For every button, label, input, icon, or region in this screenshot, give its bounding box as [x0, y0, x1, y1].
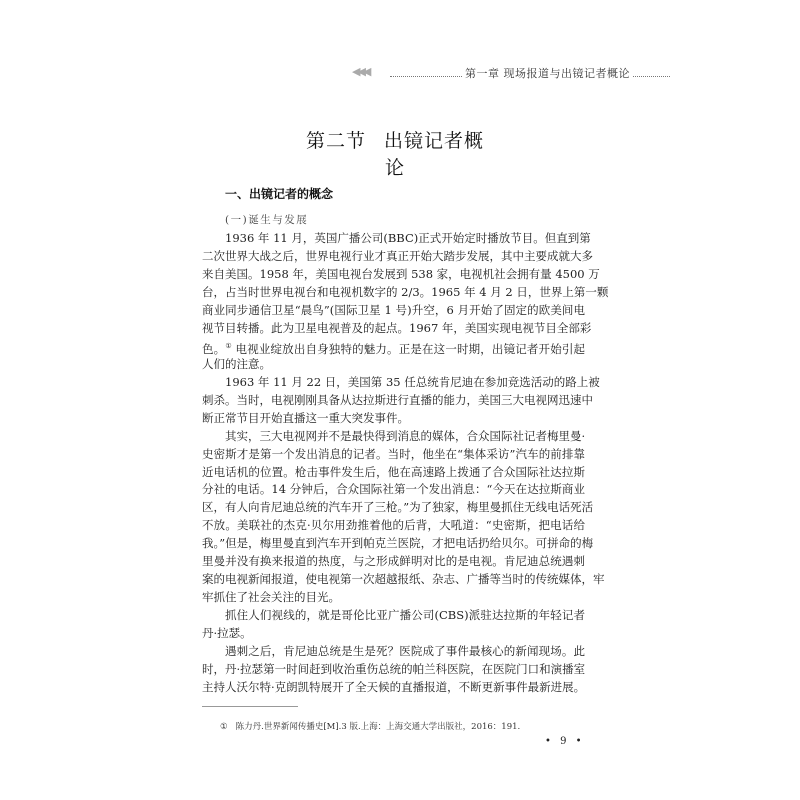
text-line: 我。”但是，梅里曼直到汽车开到帕克兰医院，才把电话扔给贝尔。可拼命的梅	[202, 536, 594, 551]
text-line: 1963 年 11 月 22 日，美国第 35 任总统肯尼迪在参加竞选活动的路上被	[225, 374, 600, 389]
text-line: 里曼并没有换来报道的热度，与之形成鲜明对比的是电视。肯尼迪总统遇刺	[202, 554, 585, 569]
text-line: 断正常节目开始直播这一重大突发事件。	[202, 410, 409, 425]
text-line: 分社的电话。14 分钟后，合众国际社第一个发出消息：“今天在达拉斯商业	[202, 482, 585, 497]
footnote-reference[interactable]: ①	[225, 341, 232, 350]
footnote	[220, 720, 520, 732]
text-line: 丹·拉瑟。	[202, 626, 252, 641]
text-line: 区，有人向肯尼迪总统的汽车开了三枪。”为了独家，梅里曼抓住无线电话死活	[202, 500, 594, 515]
text-line: 案的电视新闻报道，使电视第一次超越报纸、杂志、广播等当时的传统媒体，牢	[202, 572, 605, 587]
running-header	[350, 64, 670, 82]
text-line: 牢抓住了社会关注的目光。	[202, 590, 340, 605]
chapter-title: 第一章 现场报道与出镜记者概论	[462, 65, 633, 81]
heading: 一、出镜记者的概念	[225, 187, 334, 201]
text-line: 台，占当时世界电视台和电视机数字的 2/3。1965 年 4 月 2 日，世界上第一颗	[202, 284, 609, 299]
footnote-marker: ①	[220, 722, 228, 732]
section-name: 出镜记者概论	[384, 130, 485, 179]
arrow-ornament-icon: ◀◀◀	[352, 65, 369, 78]
text-line: 其实，三大电视网并不是最快得到消息的媒体，合众国际社记者梅里曼·	[225, 428, 586, 443]
text-line: 时，丹·拉瑟第一时间赶到收治重伤总统的帕兰科医院，在医院门口和演播室	[202, 662, 586, 676]
text-line: 商业同步通信卫星“晨鸟”(国际卫星 1 号)升空，6 月开始了固定的欧美间电	[202, 302, 585, 317]
text-line	[202, 337, 585, 355]
text-line: 近电话机的位置。枪击事件发生后，他在高速路上拨通了合众国际社达拉斯	[202, 464, 585, 479]
text-line: 抓住人们视线的，就是哥伦比亚广播公司(CBS)派驻达拉斯的年轻记者	[225, 608, 585, 623]
text-line: 1936 年 11 月，英国广播公司(BBC)正式开始定时播放节目。但直到第	[225, 231, 591, 245]
text-line: 不放。美联社的杰克·贝尔用劲推着他的后背，大吼道：“史密斯，把电话给	[202, 518, 585, 533]
text-line: 来自美国。1958 年，美国电视台发展到 538 家，电视机社会拥有量 4500 万	[202, 266, 600, 281]
text-line: 视节目转播。此为卫星电视普及的起点。1967 年，美国实现电视节目全部彩	[202, 320, 592, 335]
text-line: 刺杀。当时，电视刚刚具备从达拉斯进行直播的能力，美国三大电视网迅速中	[202, 392, 593, 407]
section-number: 第二节	[305, 130, 366, 152]
section-title	[300, 126, 490, 180]
text-line: 人们的注意。	[202, 356, 271, 371]
text-line: 二次世界大战之后，世界电视行业才真正开始大踏步发展，其中主要成就大多	[202, 249, 593, 263]
text-line: 史密斯才是第一个发出消息的记者。当时，他坐在“集体采访”汽车的前排靠	[202, 446, 585, 461]
page-number: • 9 •	[545, 736, 585, 747]
text-segment: 电视业绽放出自身独特的魅力。正是在这一时期，出镜记者开始引起	[231, 341, 586, 356]
text-line: 遇刺之后，肯尼迪总统是生是死？医院成了事件最核心的新闻现场。此	[225, 644, 585, 659]
footnote-text: 陈力丹.世界新闻传播史[M].3 版.上海：上海交通大学出版社，2016：191.	[235, 722, 521, 732]
text-line: 主持人沃尔特·克朗凯特展开了全天候的直播报道，不断更新事件最新进展。	[202, 680, 586, 694]
footnote-separator	[202, 706, 298, 707]
subheading: (一)诞生与发展	[225, 214, 309, 226]
text-segment: 色。	[202, 341, 226, 356]
